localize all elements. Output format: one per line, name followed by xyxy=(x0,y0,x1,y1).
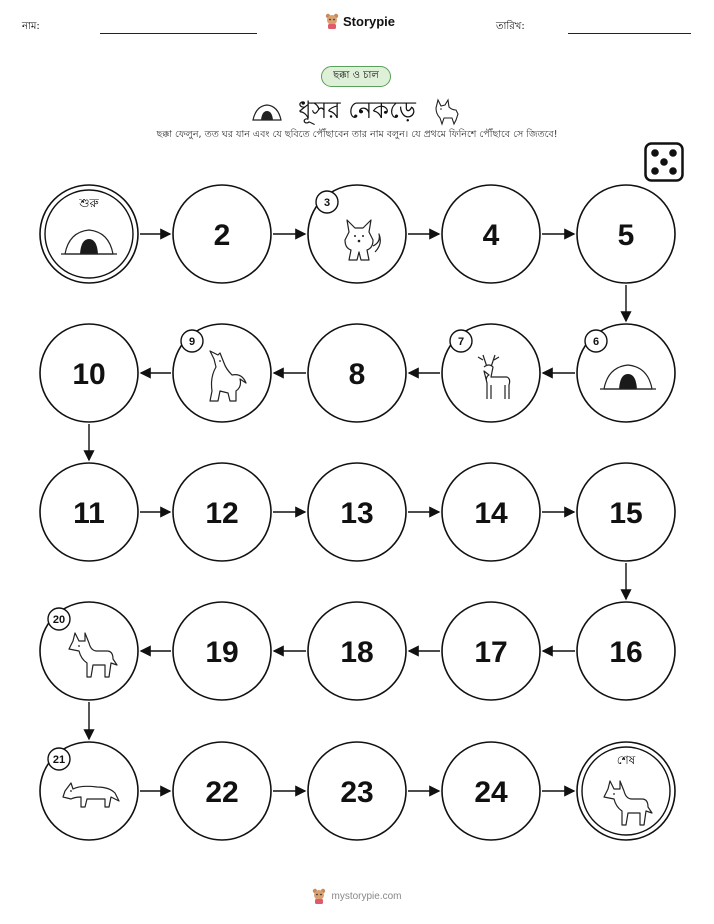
board-cell-7 xyxy=(442,324,540,422)
cell-number: 18 xyxy=(340,636,374,669)
board-cell-20 xyxy=(40,602,138,700)
board-cell-13 xyxy=(308,463,406,561)
cell-number: 12 xyxy=(205,497,239,530)
board-cell-6 xyxy=(577,324,675,422)
board-cell-14 xyxy=(442,463,540,561)
cell-number: 24 xyxy=(474,776,508,809)
cell-number: 10 xyxy=(72,358,106,391)
board-cell-8 xyxy=(308,324,406,422)
board-cell-4 xyxy=(442,185,540,283)
cell-number: 3 xyxy=(323,197,331,209)
board-cell-3 xyxy=(308,185,406,283)
cell-number: 17 xyxy=(474,636,508,669)
cell-number: 9 xyxy=(188,336,196,348)
board-cell-17 xyxy=(442,602,540,700)
start-label: শুরু xyxy=(79,196,99,210)
cell-number: 11 xyxy=(73,497,105,530)
board-cell-1 xyxy=(40,185,138,283)
board-cell-16 xyxy=(577,602,675,700)
board-cell-2 xyxy=(173,185,271,283)
date-label: তারিখ: xyxy=(496,21,525,32)
board-cell-15 xyxy=(577,463,675,561)
cell-number: 15 xyxy=(609,497,643,530)
board-cell-22 xyxy=(173,742,271,840)
cell-number: 19 xyxy=(205,636,239,669)
bear-icon xyxy=(312,888,326,904)
board-cell-24 xyxy=(442,742,540,840)
board-cell-10 xyxy=(40,324,138,422)
footer xyxy=(0,888,714,904)
cell-number: 14 xyxy=(474,497,508,530)
page-title: ধূসর নেকড়ে xyxy=(298,96,416,124)
cell-number: 5 xyxy=(617,219,635,252)
cell-number: 8 xyxy=(348,358,366,391)
name-label: নাম: xyxy=(22,21,40,32)
board-cell-12 xyxy=(173,463,271,561)
cell-number: 22 xyxy=(205,776,239,809)
board-cell-11 xyxy=(40,463,138,561)
cell-number: 2 xyxy=(213,219,231,252)
board-cell-19 xyxy=(173,602,271,700)
board-cell-5 xyxy=(577,185,675,283)
cell-number: 23 xyxy=(340,776,374,809)
game-type-badge: ছক্কা ও চাল xyxy=(321,66,391,87)
cell-number: 4 xyxy=(482,219,500,252)
board-cell-25 xyxy=(577,742,675,840)
board-cell-18 xyxy=(308,602,406,700)
board-cell-23 xyxy=(308,742,406,840)
cell-number: 6 xyxy=(592,336,600,348)
finish-label: শেষ xyxy=(616,753,636,767)
board-cell-9 xyxy=(173,324,271,422)
cell-number: 20 xyxy=(52,614,66,626)
cell-number: 7 xyxy=(457,336,465,348)
board-cell-21 xyxy=(40,742,138,840)
brand-name: Storypie xyxy=(343,13,396,29)
cell-number: 16 xyxy=(609,636,643,669)
instructions: ছক্কা ফেলুন, তত ঘর যান এবং যে ছবিতে পৌঁছাবেন তার নাম বলুন। যে প্রথমে ফিনিশে পৌঁছাবে সে জিতবে! xyxy=(156,129,558,140)
footer-site: mystorypie.com xyxy=(331,890,402,902)
cell-number: 21 xyxy=(52,754,66,766)
cell-number: 13 xyxy=(340,497,374,530)
